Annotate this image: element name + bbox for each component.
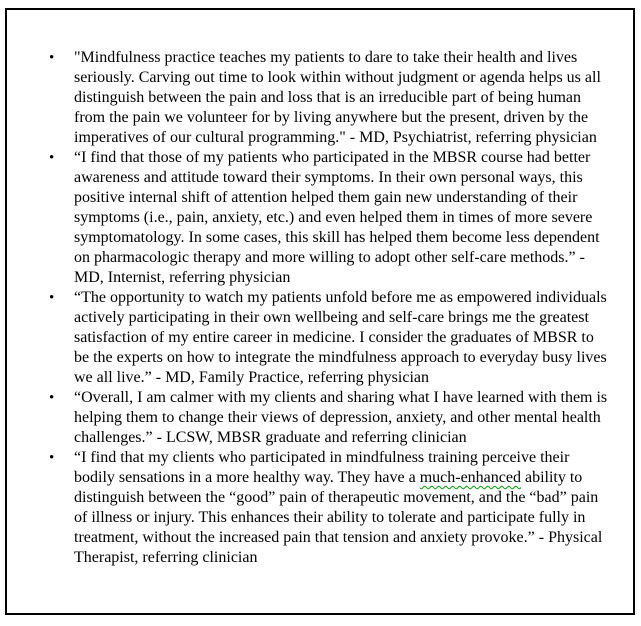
bullet-icon: • [49,290,55,306]
quote-text: “I find that those of my patients who participated in the MBSR course had better awareness and attitude toward their symptoms. In their own personal ways, this positive internal shift of attention helped them gain new understanding of their symptoms (i.e., pain, anxiety, etc.) and even helped them in times of more severe symptomatology. In some cases, this skill has helped them become less dependent on pharmacologic therapy and more willing to adopt other self-care methods.” - MD, Internist, referring physician [74,149,600,286]
quote-item [49,48,608,148]
quote-item [49,288,608,388]
bullet-icon: • [49,450,55,466]
grammar-flagged-text: much-enhanced [419,469,521,486]
bullet-icon: • [49,50,55,66]
quote-item [49,148,608,288]
quote-text-post: ability to distinguish between the “good” pain of therapeutic movement, and the “bad” pain of illness or injury. This enhances their ability to tolerate and participate fully in treatment, without the increased pain that tension and anxiety provoke.” - Physical Therapist, referring clinician [74,469,603,566]
testimonial-list [49,48,608,568]
bullet-icon: • [49,150,55,166]
document-page [5,8,635,615]
quote-text: "Mindfulness practice teaches my patients to dare to take their health and lives seriously. Carving out time to look within without judgment or agenda helps us all distinguish between the pain and loss that is an irreducible part of being human from the pain we volunteer for by living anywhere but the present, driven by the imperatives of our cultural programming." - MD, Psychiatrist, referring physician [74,49,601,146]
bullet-icon: • [49,390,55,406]
quote-text-pre: “I find that my clients who participated in mindfulness training perceive their bodily sensations in a more healthy way. They have a [74,449,570,486]
quote-item [49,448,608,568]
quote-text: “Overall, I am calmer with my clients and sharing what I have learned with them is helping them to change their views of depression, anxiety, and other mental health challenges.” - LCSW, MBSR graduate and referring clinician [74,389,608,446]
quote-text: “The opportunity to watch my patients unfold before me as empowered individuals actively participating in their own wellbeing and self-care brings me the greatest satisfaction of my entire career in medicine. I consider the graduates of MBSR to be the experts on how to integrate the mindfulness approach to everyday busy lives we all live.” - MD, Family Practice, referring physician [74,289,607,386]
quote-item [49,388,608,448]
